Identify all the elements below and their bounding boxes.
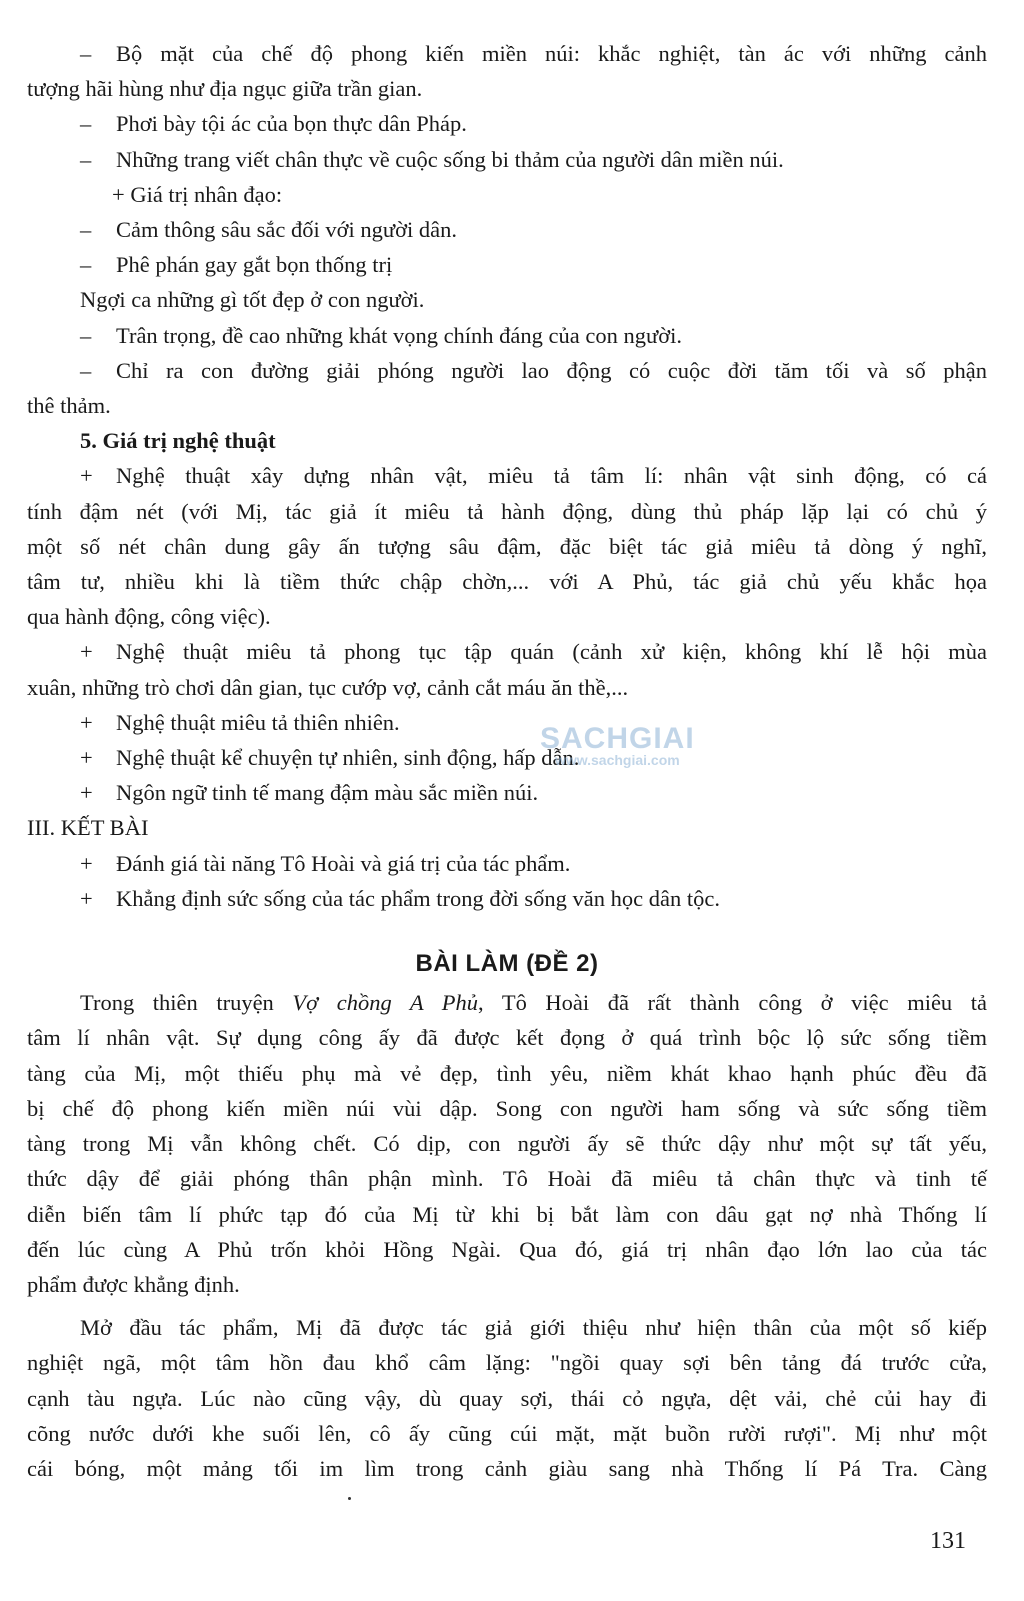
paragraph-line: tàng trong Mị vẫn không chết. Có dịp, con người ấy sẽ thức dậy như một sự tất yếu,: [27, 1131, 987, 1157]
paragraph-line: thức dậy để giải phóng thân phận mình. Tô Hoài đã miêu tả chân thực và tinh tế: [27, 1166, 987, 1192]
art-line: Nghệ thuật miêu tả phong tục tập quán (cảnh xử kiện, không khí lễ hội mùa: [116, 639, 987, 665]
paragraph-line: bị chế độ phong kiến miền núi vùi dập. Song con người ham sống và sức sống tiềm: [27, 1095, 987, 1121]
essay-title: BÀI LÀM (ĐỀ 2): [415, 950, 599, 978]
page-number: 131: [930, 1528, 966, 1554]
list-item: [27, 247, 987, 282]
ngoi-ca-line: Ngợi ca những gì tốt đẹp ở con người.: [80, 287, 425, 313]
art-line: Nghệ thuật xây dựng nhân vật, miêu tả tâm lí: nhân vật sinh động, có cá: [116, 463, 987, 489]
text-run: , Tô Hoài đã rất thành công ở việc miêu tả: [478, 990, 987, 1016]
list-item-continuation: tượng hãi hùng như địa ngục giữa trần gian.: [27, 76, 423, 102]
essay-paragraph: [27, 1310, 987, 1486]
paragraph-line: diễn biến tâm lí phức tạp đó của Mị từ khi bị bắt làm con dâu gạt nợ nhà Thống lí: [27, 1201, 987, 1227]
plus-marker: +: [80, 639, 93, 665]
art-item: [27, 634, 987, 704]
art-line: xuân, những trò chơi dân gian, tục cướp vợ, cảnh cắt máu ăn thề,...: [27, 674, 629, 700]
plus-marker: +: [80, 780, 93, 806]
dash-marker: –: [80, 252, 92, 278]
plus-marker: +: [80, 850, 93, 876]
watermark: [540, 722, 695, 768]
list-item-continuation: thê thảm.: [27, 393, 111, 419]
dash-marker: –: [80, 111, 92, 137]
work-title: Vợ chồng A Phủ: [292, 990, 479, 1016]
art-item: [27, 740, 987, 775]
art-line: tâm tư, nhiều khi là tiềm thức chập chờn,... với A Phủ, tác giả chủ yếu khắc họa: [27, 569, 987, 595]
print-speck: [348, 1497, 351, 1500]
list-item: [27, 142, 987, 177]
paragraph-line: phẩm được khẳng định.: [27, 1271, 240, 1297]
dash-marker: –: [80, 41, 92, 66]
paragraph-line: cõng nước dưới khe suối lên, cô ấy cũng cúi mặt, mặt buồn rười rượi". Mị như một: [27, 1420, 987, 1446]
list-item: [27, 106, 987, 141]
list-item-text: Bộ mặt của chế độ phong kiến miền núi: khắc nghiệt, tàn ác với những cảnh: [116, 41, 987, 66]
plus-marker: +: [80, 463, 93, 489]
dash-marker: –: [80, 322, 92, 348]
ket-bai-item: [27, 881, 987, 916]
list-item-text: Cảm thông sâu sắc đối với người dân.: [116, 217, 457, 243]
list-item-text: Phê phán gay gắt bọn thống trị: [116, 252, 393, 278]
page-content: [27, 36, 987, 1488]
art-item: [27, 775, 987, 810]
list-item: [27, 36, 987, 106]
list-item-text: Phơi bày tội ác của bọn thực dân Pháp.: [116, 111, 467, 137]
list-item-text: Những trang viết chân thực về cuộc sống bi thảm của người dân miền núi.: [116, 146, 784, 172]
text-run: Trong thiên truyện: [80, 990, 293, 1016]
plus-marker: +: [80, 885, 93, 911]
ket-bai-text: Khẳng định sức sống của tác phẩm trong đời sống văn học dân tộc.: [116, 885, 720, 911]
paragraph-line: đến lúc cùng A Phủ trốn khỏi Hồng Ngài. Qua đó, giá trị nhân đạo lớn lao của tác: [27, 1236, 987, 1262]
ket-bai-text: Đánh giá tài năng Tô Hoài và giá trị của tác phẩm.: [116, 850, 571, 876]
art-line: tính đậm nét (với Mị, tác giả ít miêu tả hành động, dùng thủ pháp lặp lại có chủ ý: [27, 498, 987, 524]
art-line: một số nét chân dung gây ấn tượng sâu đậm, đặc biệt tác giả miêu tả dòng ý nghĩ,: [27, 533, 987, 559]
list-item: [27, 318, 987, 353]
paragraph-line: cạnh tàu ngựa. Lúc nào cũng vậy, dù quay sợi, thái cỏ ngựa, dệt vải, chẻ củi hay đi: [27, 1385, 987, 1411]
list-item: [27, 212, 987, 247]
plus-marker: +: [80, 709, 93, 735]
ket-bai-item: [27, 846, 987, 881]
art-line: Ngôn ngữ tinh tế mang đậm màu sắc miền núi.: [116, 780, 539, 806]
dash-marker: –: [80, 357, 92, 383]
watermark-logo: SACHGIAI: [540, 722, 695, 755]
art-line: qua hành động, công việc).: [27, 604, 271, 630]
art-item: [27, 458, 987, 634]
art-line: Nghệ thuật kể chuyện tự nhiên, sinh động, hấp dẫn.: [116, 745, 580, 771]
list-item-text: Chỉ ra con đường giải phóng người lao động có cuộc đời tăm tối và số phận: [116, 357, 987, 383]
essay-paragraph: [27, 985, 987, 1302]
nhan-dao-label: + Giá trị nhân đạo:: [112, 181, 283, 207]
section-heading: III. KẾT BÀI: [27, 815, 149, 841]
paragraph-line: cái bóng, một mảng tối im lìm trong cảnh giàu sang nhà Thống lí Pá Tra. Càng: [27, 1455, 987, 1481]
art-line: Nghệ thuật miêu tả thiên nhiên.: [116, 709, 400, 735]
list-item: [27, 353, 987, 423]
section-heading: 5. Giá trị nghệ thuật: [80, 428, 276, 454]
dash-marker: –: [80, 146, 92, 172]
paragraph-line: tàng của Mị, một thiếu phụ mà vẻ đẹp, tình yêu, niềm khát khao hạnh phúc đều đã: [27, 1060, 987, 1086]
paragraph-line: tâm lí nhân vật. Sự dụng công ấy đã được kết đọng ở quá trình bộc lộ sức sống tiềm: [27, 1025, 987, 1051]
art-item: [27, 705, 987, 740]
paragraph-line: nghiệt ngã, một tâm hồn đau khổ câm lặng: "ngồi quay sợi bên tảng đá trước cửa,: [27, 1350, 987, 1376]
paragraph-line: Mở đầu tác phẩm, Mị đã được tác giả giới thiệu như hiện thân của một số kiếp: [80, 1315, 987, 1341]
plus-marker: +: [80, 745, 93, 771]
dash-marker: –: [80, 217, 92, 243]
list-item-text: Trân trọng, đề cao những khát vọng chính đáng của con người.: [116, 322, 682, 348]
watermark-url: www.sachgiai.com: [554, 752, 680, 768]
